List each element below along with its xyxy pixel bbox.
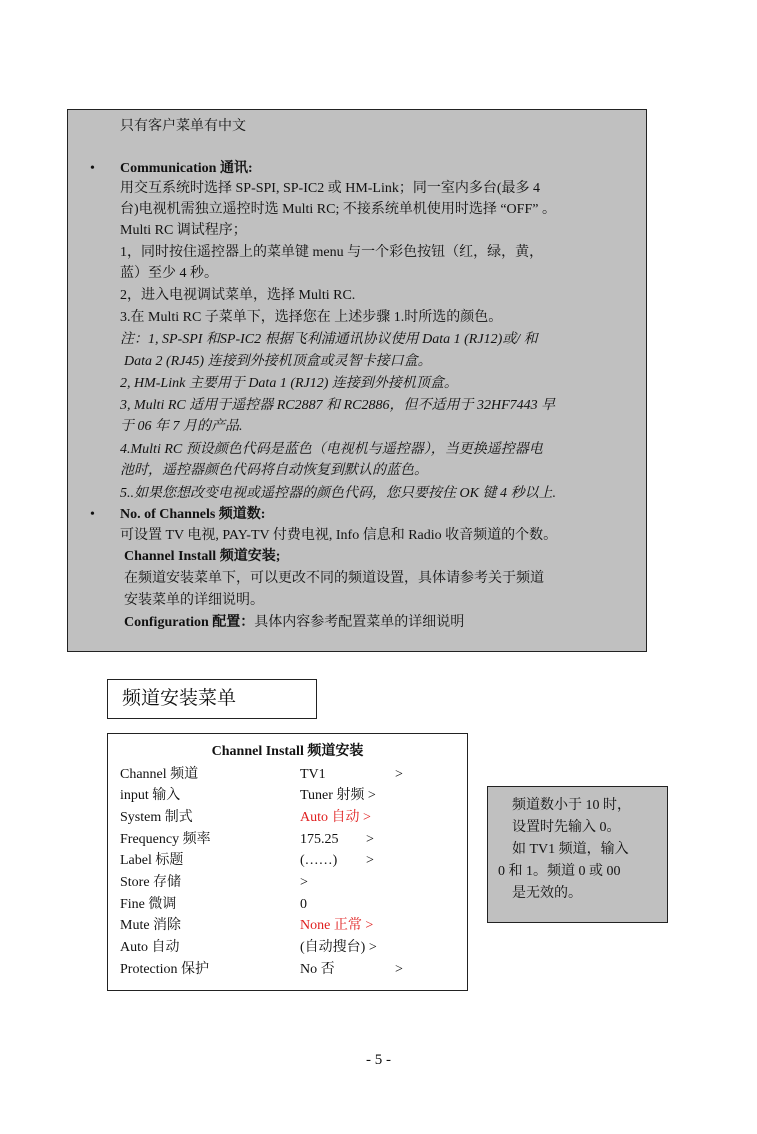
communication-line-2: 台)电视机需独立遥控时选 Multi RC; 不接系统单机使用时选择 “OFF” 。	[120, 202, 556, 217]
menu-row-mute[interactable]	[120, 916, 374, 936]
channels-text: 可设置 TV 电视, PAY-TV 付费电视, Info 信息和 Radio 收音频道的个数。	[120, 528, 558, 543]
menu-label: Mute 消除	[120, 918, 182, 933]
info-panel	[67, 109, 647, 652]
menu-value: None 正常 >	[300, 918, 374, 933]
multirc-heading: Multi RC 调试程序；	[120, 223, 247, 238]
menu-row-store[interactable]	[120, 873, 308, 893]
note-3-a: 3, Multi RC 适用于遥控器 RC2887 和 RC2886，但不适用于 32HF7443 早	[120, 398, 556, 413]
menu-label: System 制式	[120, 810, 193, 825]
section-title: 频道安装菜单	[107, 679, 317, 719]
note-5: 5..如果您想改变电视或遥控器的颜色代码，您只要按住 OK 键 4 秒以上.	[120, 486, 556, 501]
bullet-channels: •	[90, 507, 95, 522]
menu-row-input[interactable]	[120, 786, 376, 806]
channel-install-text-1: 在频道安装菜单下，可以更改不同的频道设置，具体请参考关于频道	[124, 571, 544, 586]
menu-label: Fine 微调	[120, 897, 177, 912]
communication-heading: Communication 通讯:	[120, 161, 253, 176]
menu-row-channel[interactable]	[120, 765, 403, 785]
communication-line-1: 用交互系统时选择 SP-SPI, SP-IC2 或 HM-Link；同一室内多台(最多 4	[120, 181, 541, 196]
note-4-b: 池时，遥控器颜色代码将自动恢复到默认的蓝色。	[120, 463, 428, 478]
menu-label: Frequency 频率	[120, 832, 211, 847]
menu-label: Label 标题	[120, 853, 184, 868]
menu-row-auto[interactable]	[120, 938, 377, 958]
note-1-a: 注：1, SP-SPI 和SP-IC2 根据飞利浦通讯协议使用 Data 1 (RJ12)或/ 和	[120, 332, 538, 347]
menu-value: 175.25	[300, 832, 339, 847]
menu-row-protection[interactable]	[120, 960, 403, 980]
menu-label: input 输入	[120, 788, 181, 803]
multirc-step1-b: 蓝）至少 4 秒。	[120, 266, 218, 281]
menu-value: (……)	[300, 853, 338, 868]
note-line: 设置时先输入 0。	[512, 820, 621, 835]
menu-value: 0	[300, 897, 307, 912]
menu-row-fine[interactable]	[120, 895, 307, 915]
channel-install-heading: Channel Install 频道安装;	[124, 549, 281, 564]
chevron-right-icon: >	[395, 962, 403, 977]
menu-row-system[interactable]	[120, 808, 371, 828]
note-3-b: 于 06 年 7 月的产品.	[120, 419, 243, 434]
menu-label: Channel 频道	[120, 767, 199, 782]
note-1-b: Data 2 (RJ45) 连接到外接机顶盒或灵智卡接口盒。	[124, 354, 432, 369]
multirc-step3: 3.在 Multi RC 子菜单下，选择您在 上述步骤 1.时所选的颜色。	[120, 310, 503, 325]
note-line: 如 TV1 频道，输入	[512, 842, 629, 857]
note-line: 是无效的。	[512, 886, 582, 901]
menu-row-label[interactable]	[120, 851, 374, 871]
note-line: 0 和 1。频道 0 或 00	[498, 864, 621, 879]
menu-value: Tuner 射频 >	[300, 788, 376, 803]
chevron-right-icon: >	[366, 853, 374, 868]
menu-value: Auto 自动 >	[300, 810, 371, 825]
menu-label: Protection 保护	[120, 962, 210, 977]
chevron-right-icon: >	[395, 767, 403, 782]
menu-value: >	[300, 875, 308, 890]
note-panel	[487, 786, 668, 923]
bullet-communication: •	[90, 161, 95, 176]
channels-heading: No. of Channels 频道数:	[120, 507, 266, 522]
page-number: - 5 -	[366, 1052, 391, 1068]
multirc-step2: 2，进入电视调试菜单，选择 Multi RC.	[120, 288, 356, 303]
menu-row-frequency[interactable]	[120, 830, 374, 850]
note-2: 2, HM-Link 主要用于 Data 1 (RJ12) 连接到外接机顶盒。	[120, 376, 458, 391]
note-4-a: 4.Multi RC 预设颜色代码是蓝色（电视机与遥控器），当更换遥控器电	[120, 442, 543, 457]
menu-value: (自动搜台) >	[300, 940, 377, 955]
menu-value: TV1	[300, 767, 326, 782]
chevron-right-icon: >	[366, 832, 374, 847]
note-line: 频道数小于 10 时，	[512, 798, 631, 813]
menu-value: No 否	[300, 962, 335, 977]
menu-label: Auto 自动	[120, 940, 180, 955]
multirc-step1-a: 1，同时按住遥控器上的菜单键 menu 与一个彩色按钮（红，绿，黄，	[120, 245, 544, 260]
channel-install-menu	[107, 733, 468, 991]
configuration-line: Configuration 配置：具体内容参考配置菜单的详细说明	[124, 615, 465, 630]
channel-install-text-2: 安装菜单的详细说明。	[124, 593, 264, 608]
menu-label: Store 存储	[120, 875, 182, 890]
intro-text: 只有客户菜单有中文	[120, 119, 246, 134]
menu-title: Channel Install 频道安装	[211, 744, 364, 759]
